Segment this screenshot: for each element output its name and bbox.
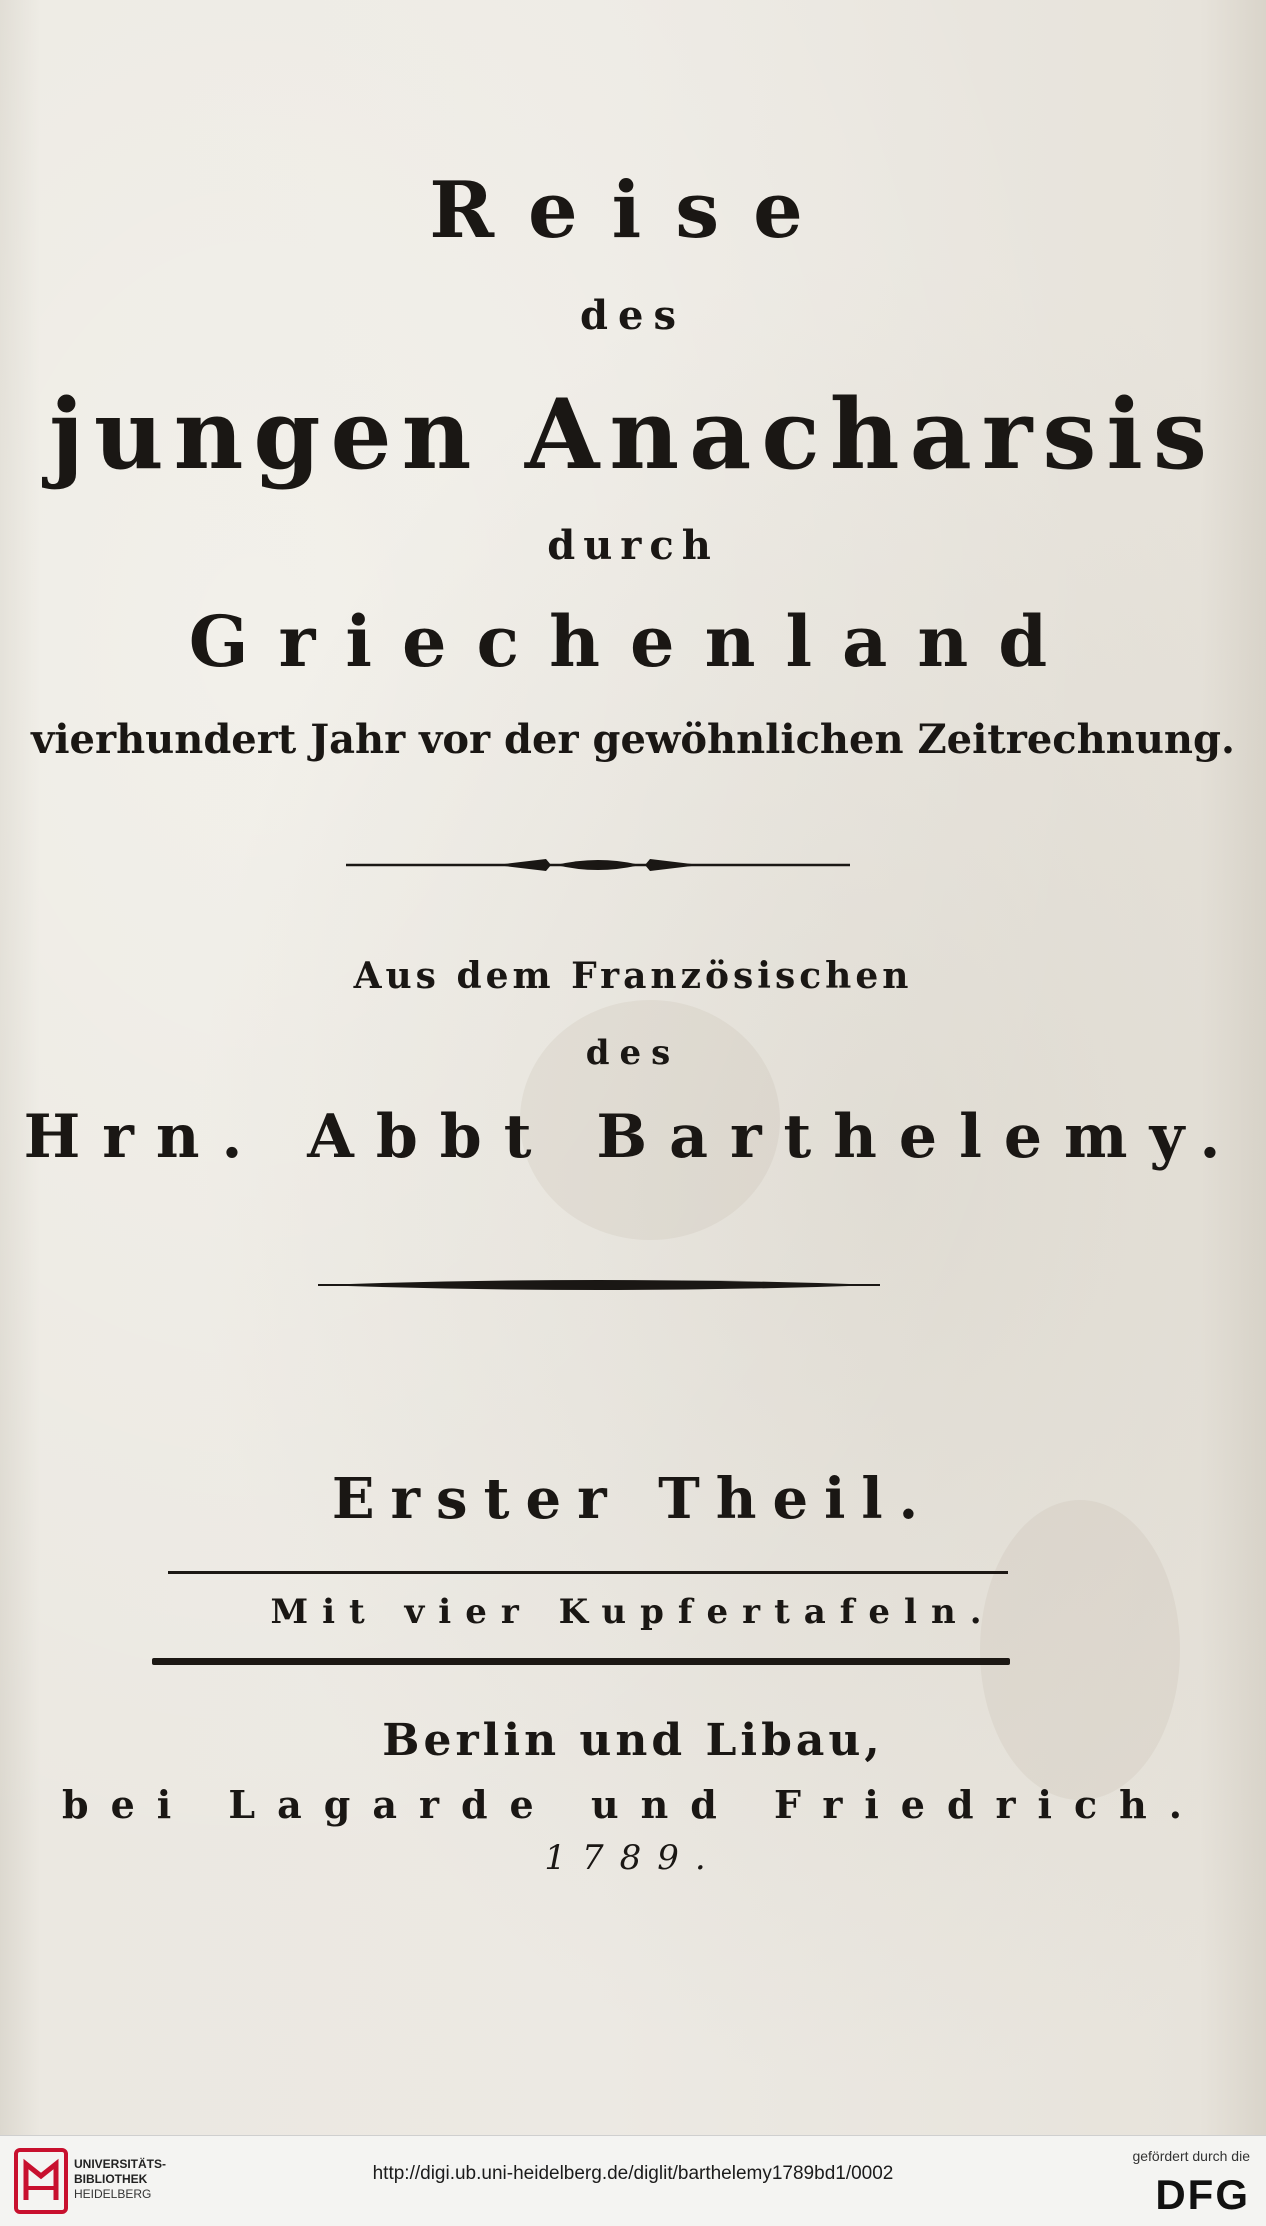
imprint-year: 1789. [544,1838,722,1878]
imprint-place: Berlin und Libau, [382,1715,884,1766]
library-name-line2: BIBLIOTHEK [74,2172,148,2186]
permalink-url[interactable]: http://digi.ub.uni-heidelberg.de/diglit/barthelemy1789bd1/0002 [372,2163,894,2184]
thick-rule [152,1658,1010,1665]
title-griechenland: Griechenland [188,600,1078,683]
title-durch: durch [547,522,719,569]
funding-note: gefördert durch die [1132,2148,1250,2164]
title-reise: Reise [429,165,837,256]
viewer-footer [0,2135,1266,2226]
subtitle-zeitrechnung: vierhundert Jahr vor der gewöhnlichen Zeitrechnung. [31,716,1235,763]
author-name: Hrn. Abbt Barthelemy. [23,1102,1243,1172]
title-des: des [580,292,686,339]
library-name-line3: HEIDELBERG [74,2187,152,2201]
tapered-rule [318,1270,880,1300]
dfg-logo[interactable]: DFG [1155,2171,1250,2218]
volume-label: Erster Theil. [331,1466,935,1532]
translation-des: des [585,1033,681,1073]
library-name-line1: UNIVERSITÄTS- [74,2157,167,2171]
imprint-publisher: bei Lagarde und Friedrich. [62,1782,1204,1827]
thin-rule [168,1571,1008,1574]
translation-note: Aus dem Französischen [353,955,913,997]
title-jungen-anacharsis: jungen Anacharsis [49,378,1217,491]
ornamental-divider [346,852,850,878]
plates-note: Mit vier Kupfertafeln. [270,1592,996,1632]
